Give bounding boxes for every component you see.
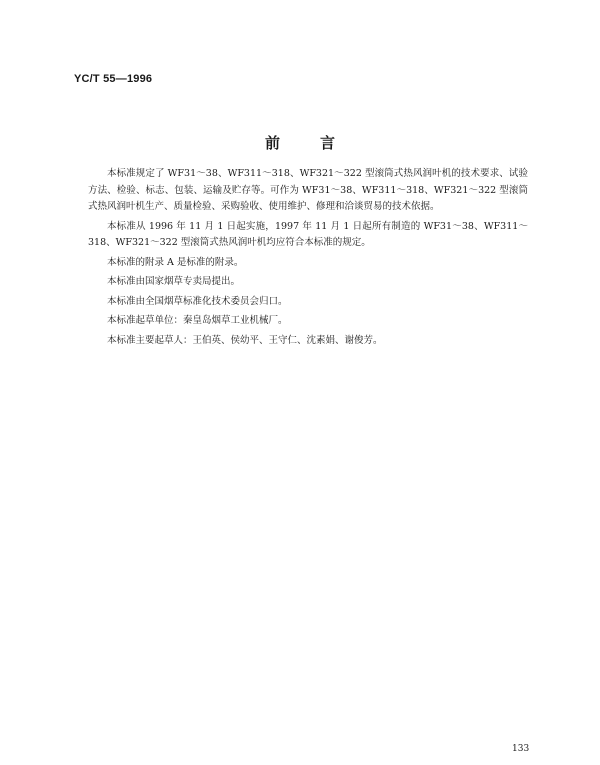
paragraph-committee: 本标准由全国烟草标准化技术委员会归口。 <box>107 295 288 307</box>
document-body <box>88 166 528 352</box>
paragraph-drafters: 本标准主要起草人：王伯英、侯幼平、王守仁、沈素娟、谢俊芳。 <box>107 334 383 346</box>
paragraph-effective-date: 本标准从 1996 年 11 月 1 日起实施，1997 年 11 月 1 日起所有制造的 WF31～38、WF311～318、WF321～322 型滚筒式热风润叶机均应符合本标准的规定。 <box>88 220 528 248</box>
paragraph-drafting-unit: 本标准起草单位：秦皇岛烟草工业机械厂。 <box>107 315 288 326</box>
doc-code: YC/T 55—1996 <box>74 73 153 85</box>
paragraph-proposer: 本标准由国家烟草专卖局提出。 <box>107 276 241 287</box>
page-number: 133 <box>512 744 530 754</box>
paragraph-scope: 本标准规定了 WF31～38、WF311～318、WF321～322 型滚筒式热风润叶机的技术要求、试验方法、检验、标志、包装、运输及贮存等。可作为 WF31～38、WF311～318、WF321～322 型滚筒式热风润叶机生产、质量检验、采购验收、使用维护、修理和洽谈贸易的技术依据。 <box>88 168 528 212</box>
page-title: 前言 <box>264 134 375 152</box>
paragraph-appendix: 本标准的附录 A 是标准的附录。 <box>107 256 244 268</box>
